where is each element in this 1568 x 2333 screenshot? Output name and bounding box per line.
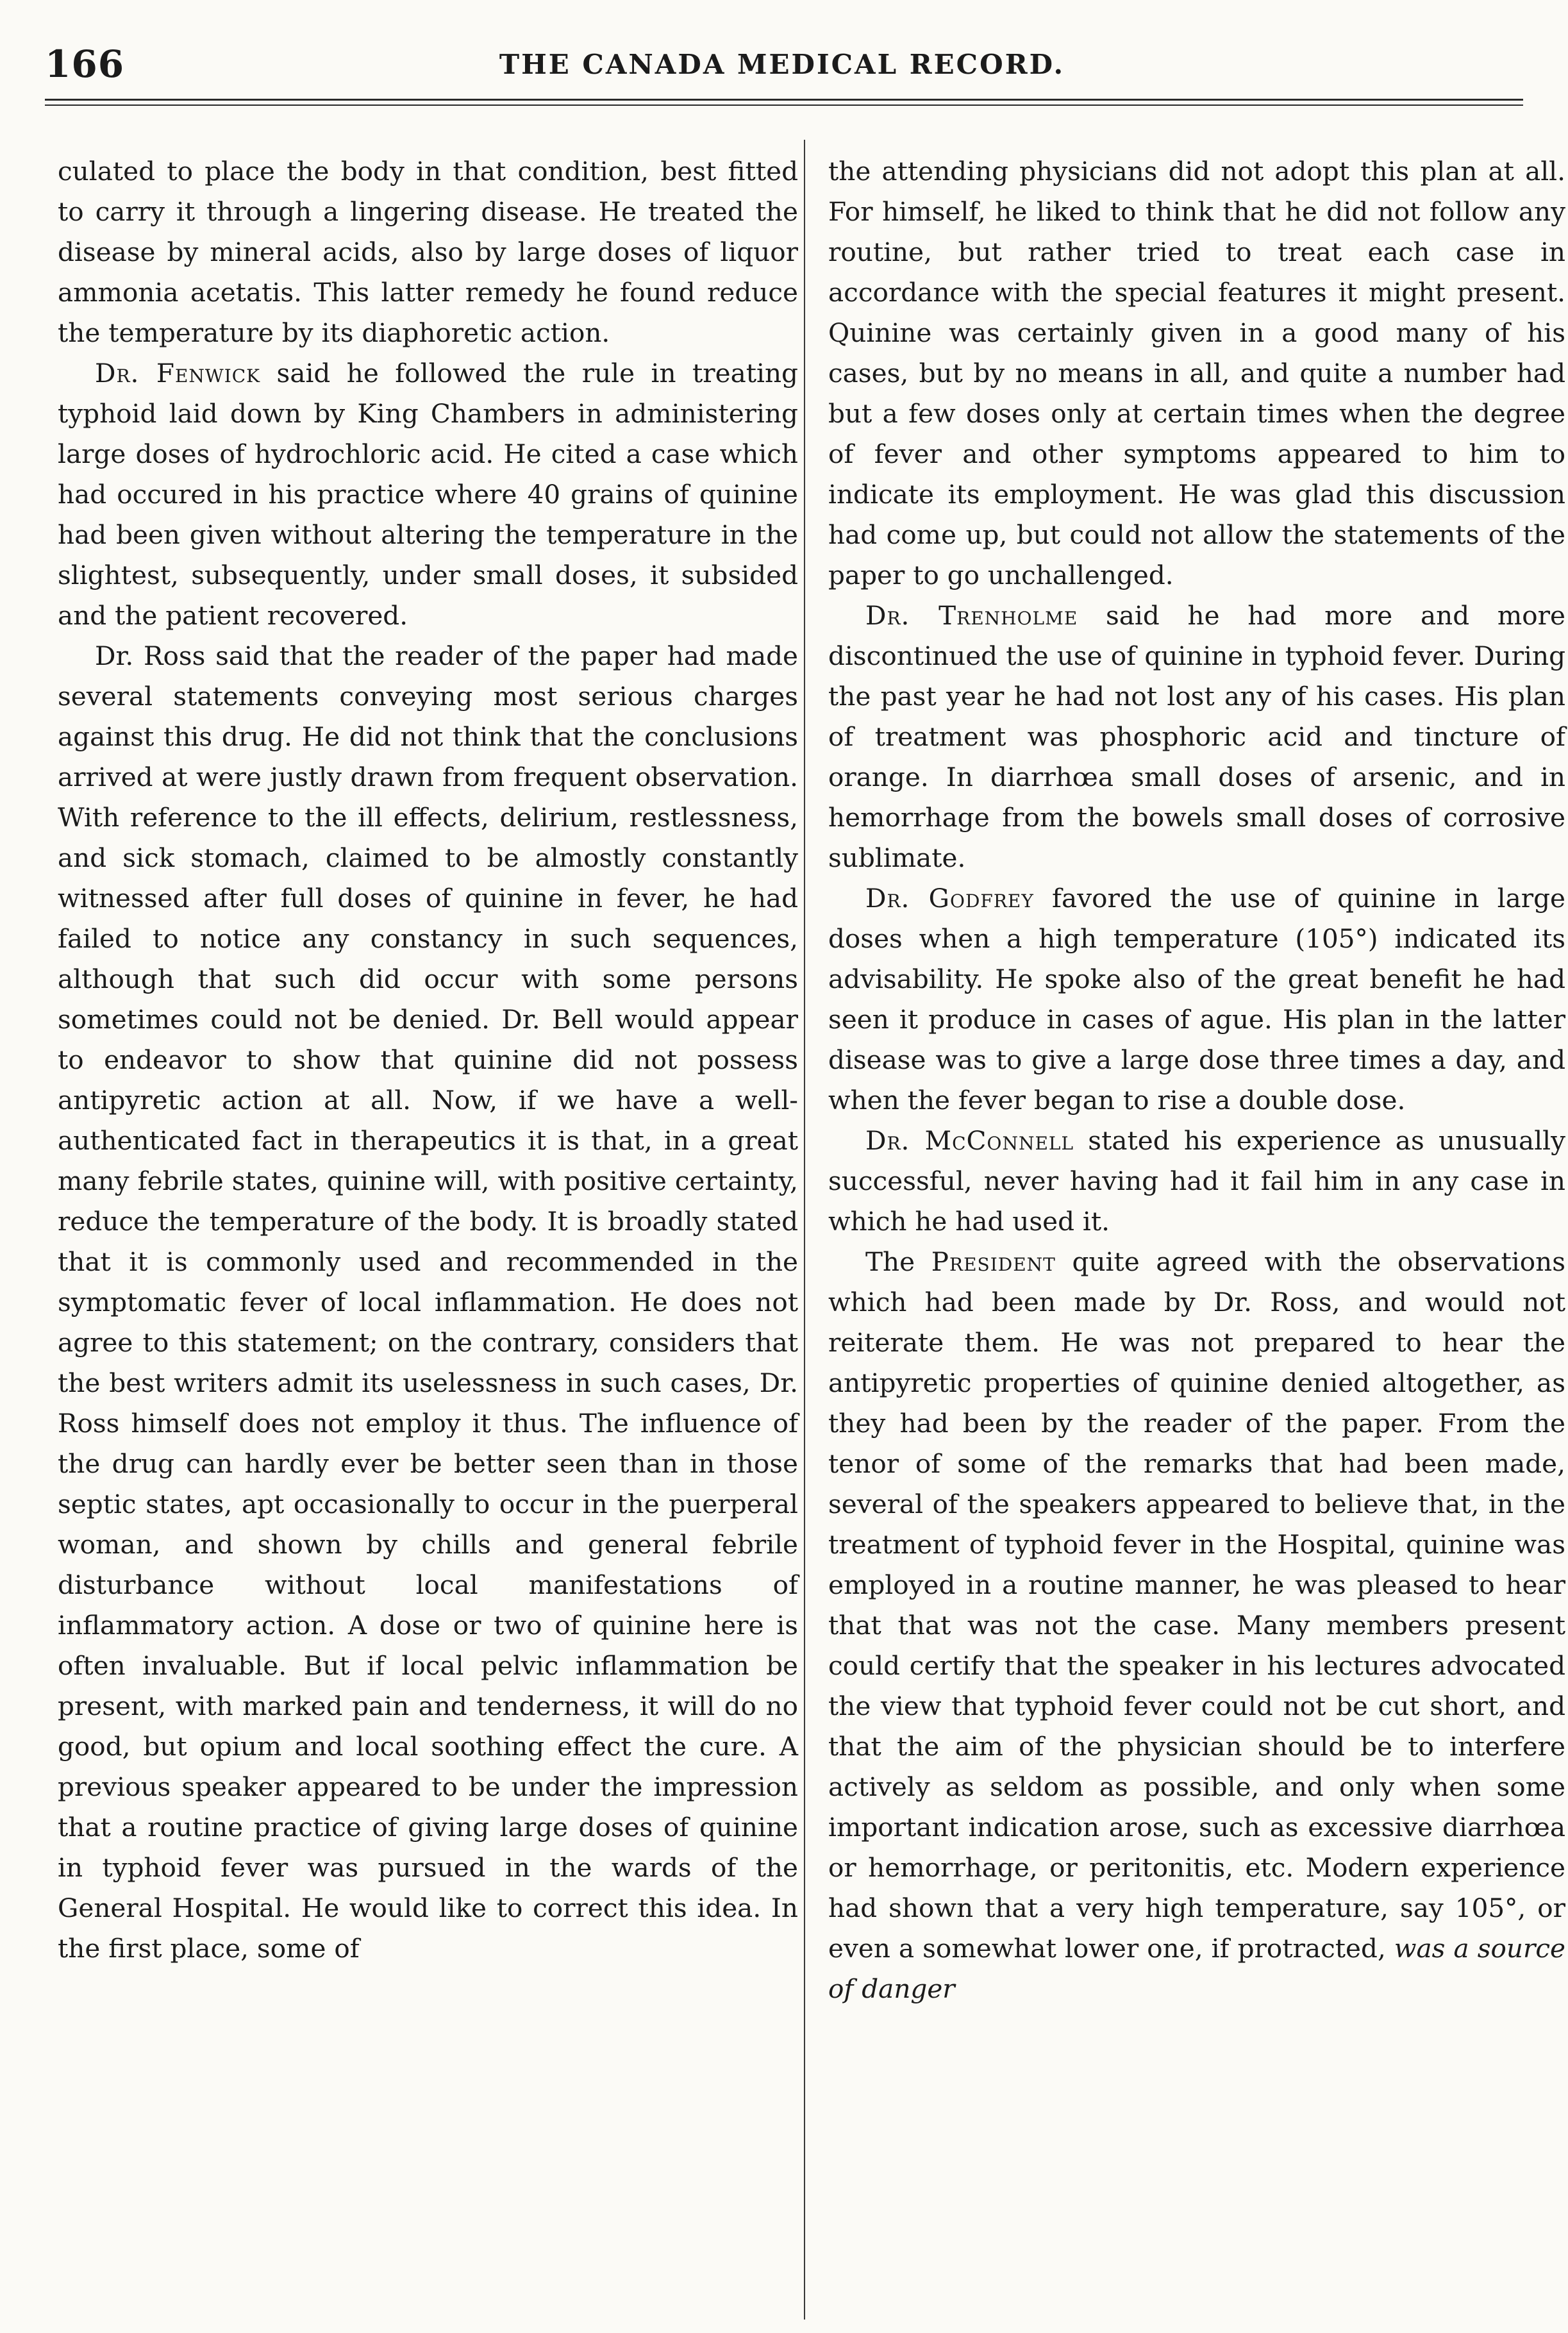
paragraph-text: culated to place the body in that condition, best fitted to carry it through a lingering disease. He treated the disease by mineral acids, also by large doses of liquor ammonia acetatis. This latter remedy he found reduce the temperature by its diaphoretic action. — [58, 156, 798, 348]
paragraph-text: quite agreed with the observations which had been made by Dr. Ross, and would not reiterate them. He was not prepared to hear the antipyretic properties of quinine denied altogether, as they had been by the reader of the paper. From the tenor of some of the remarks that had been made, several of the speakers appeared to believe that, in the treatment of typhoid fever in the Hospital, quinine was employed in a routine manner, he was pleased to hear that that was not the case. Many members present could certify that the speaker in his lectures advocated the view that typhoid fever could not be cut short, and that the aim of the physician should be to interfere actively as seldom as possible, and only when some important indication arose, such as excessive diarrhœa or hemorrhage, or peritonitis, etc. Modern experience had shown that a very high temperature, say 105°, or even a somewhat lower one, if protracted, — [828, 1246, 1565, 1964]
paragraph-text: favored the use of quinine in large doses when a high temperature (105°) indicated its advisability. He spoke also of the great benefit he had seen it produce in cases of ague. His plan in the latter disease was to give a large dose three times a day, and when the fever began to rise a double dose. — [828, 883, 1565, 1116]
paragraph — [58, 353, 798, 636]
speaker-name: Dr. Fenwick — [95, 358, 261, 389]
right-column — [828, 151, 1565, 2009]
speaker-name: Dr. Trenholme — [865, 600, 1078, 631]
paragraph-text: the attending physicians did not adopt this plan at all. For himself, he liked to think that he did not follow any routine, but rather tried to treat each case in accordance with the special features it might present. Quinine was certainly given in a good many of his cases, but by no means in all, and quite a number had but a few doses only at certain times when the degree of fever and other symptoms appeared to him to indicate its employment. He was glad this discussion had come up, but could not allow the statements of the paper to go unchallenged. — [828, 156, 1565, 590]
italic-phrase: was a source of danger — [828, 1933, 1565, 2004]
paragraph — [828, 596, 1565, 878]
running-title: THE CANADA MEDICAL RECORD. — [499, 49, 1065, 80]
speaker-name: President — [931, 1246, 1056, 1277]
header-rule — [45, 99, 1523, 101]
speaker-name: Dr. McConnell — [865, 1125, 1074, 1156]
speaker-name: Dr. Godfrey — [865, 883, 1034, 914]
header-rule-double — [45, 105, 1523, 106]
paragraph — [828, 1242, 1565, 2009]
page-header — [45, 42, 1519, 94]
paragraph — [828, 151, 1565, 596]
paragraph-lead: The — [865, 1246, 931, 1277]
paragraph — [828, 1121, 1565, 1242]
paragraph-text: Dr. Ross said that the reader of the paper had made several statements conveying most serious charges against this drug. He did not think that the conclusions arrived at were justly drawn from frequent observation. With reference to the ill effects, delirium, restlessness, and sick stomach, claimed to be almostly constantly witnessed after full doses of quinine in fever, he had failed to notice any constancy in such sequences, although that such did occur with some persons sometimes could not be denied. Dr. Bell would appear to endeavor to show that quinine did not possess antipyretic action at all. Now, if we have a well-authenticated fact in therapeutics it is that, in a great many febrile states, quinine will, with positive certainty, reduce the temperature of the body. It is broadly stated that it is commonly used and recommended in the symptomatic fever of local inflammation. He does not agree to this statement; on the contrary, considers that the best writers admit its uselessness in such cases, Dr. Ross himself does not employ it thus. The influence of the drug can hardly ever be better seen than in those septic states, apt occasionally to occur in the puerperal woman, and shown by chills and general febrile disturbance without local manifestations of inflammatory action. A dose or two of quinine here is often invaluable. But if local pelvic inflammation be present, with marked pain and tenderness, it will do no good, but opium and local soothing effect the cure. A previous speaker appeared to be under the impression that a routine practice of giving large doses of quinine in typhoid fever was pursued in the wards of the General Hospital. He would like to correct this idea. In the first place, some of — [58, 640, 798, 1964]
paragraph — [58, 151, 798, 353]
page-number: 166 — [45, 42, 125, 86]
paragraph — [828, 878, 1565, 1121]
paragraph-text: said he followed the rule in treating typhoid laid down by King Chambers in administering large doses of hydrochloric acid. He cited a case which had occured in his practice where 40 grains of quinine had been given without altering the temperature in the slightest, subsequently, under small doses, it subsided and the patient recovered. — [58, 358, 798, 631]
paragraph-text: said he had more and more discontinued the use of quinine in typhoid fever. During the past year he had not lost any of his cases. His plan of treatment was phosphoric acid and tincture of orange. In diarrhœa small doses of arsenic, and in hemorrhage from the bowels small doses of corrosive sublimate. — [828, 600, 1565, 873]
paragraph-text: stated his experience as unusually successful, never having had it fail him in any case in which he had used it. — [828, 1125, 1565, 1237]
paragraph — [58, 636, 798, 1969]
column-divider — [804, 140, 805, 2320]
left-column — [58, 151, 798, 1969]
